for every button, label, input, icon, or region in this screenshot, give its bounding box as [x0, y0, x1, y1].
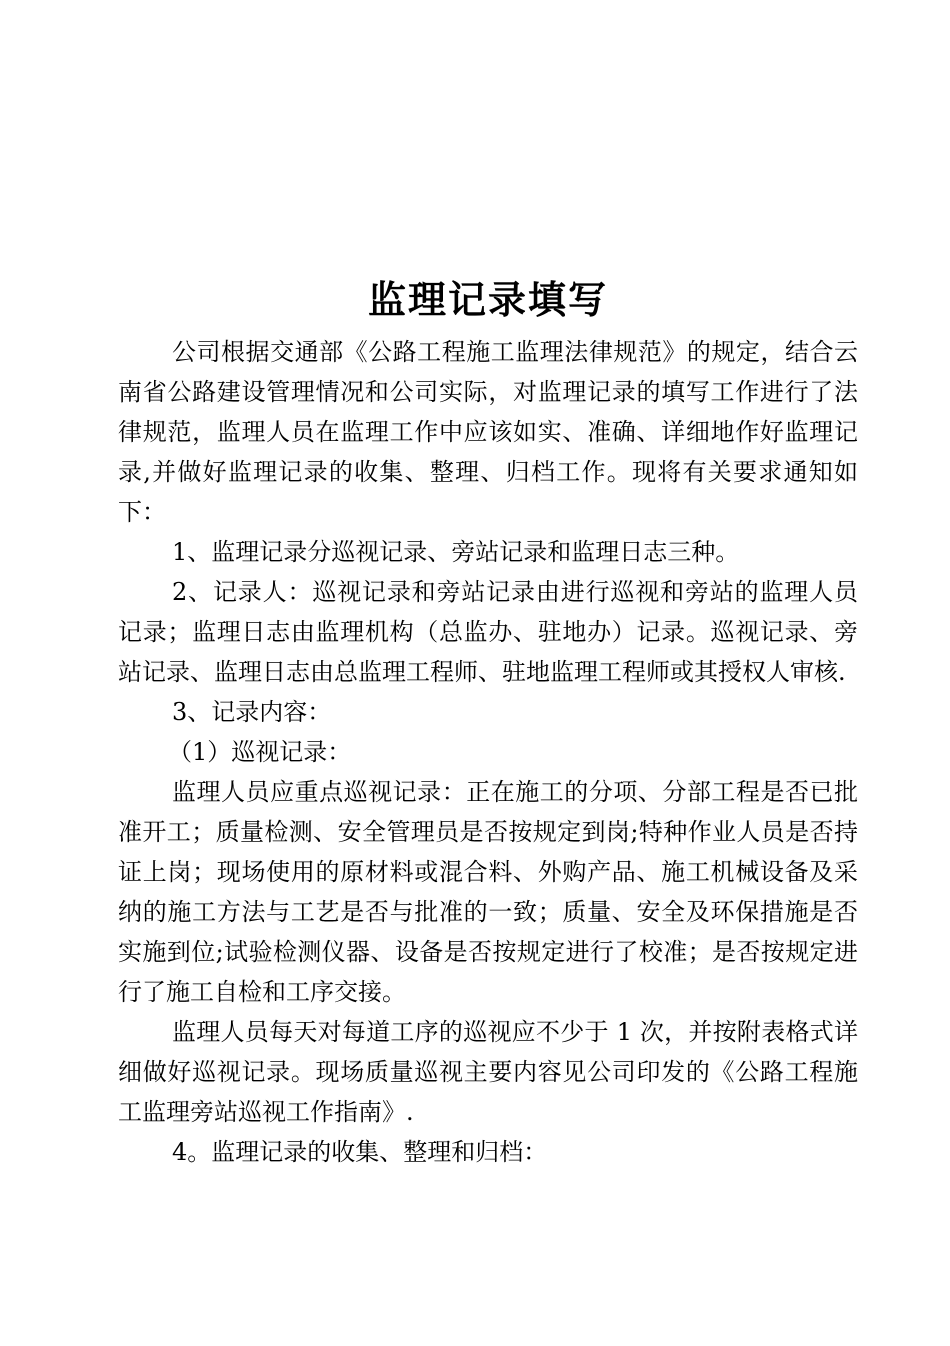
intro-paragraph: 公司根据交通部《公路工程施工监理法律规范》的规定，结合云南省公路建设管理情况和公司实际，对监理记录的填写工作进行了法律规范，监理人员在监理工作中应该如实、准确、详细地作好监理记录,并做好监理记录的收集、整理、归档工作。现将有关要求通知如下： — [118, 338, 858, 526]
document-page — [118, 270, 858, 1172]
item-3-record-content: 3、记录内容： — [172, 698, 332, 726]
document-title: 监理记录填写 — [367, 278, 608, 322]
patrol-frequency-paragraph: 监理人员每天对每道工序的巡视应不少于 1 次，并按附表格式详细做好巡视记录。现场质量巡视主要内容见公司印发的《公路工程施工监理旁站巡视工作指南》. — [118, 1018, 858, 1126]
item-1-record-types: 1、监理记录分巡视记录、旁站记录和监理日志三种。 — [172, 538, 740, 566]
item-2-recorder: 2、记录人：巡视记录和旁站记录由进行巡视和旁站的监理人员记录；监理日志由监理机构（总监办、驻地办）记录。巡视记录、旁站记录、监理日志由总监理工程师、驻地监理工程师或其授权人审核. — [118, 578, 858, 686]
patrol-focus-paragraph: 监理人员应重点巡视记录：正在施工的分项、分部工程是否已批准开工；质量检测、安全管理员是否按规定到岗;特种作业人员是否持证上岗；现场使用的原材料或混合料、外购产品、施工机械设备及采纳的施工方法与工艺是否与批准的一致；质量、安全及环保措施是否实施到位;试验检测仪器、设备是否按规定进行了校准；是否按规定进行了施工自检和工序交接。 — [118, 778, 858, 1006]
item-3-1-patrol-record: （1）巡视记录： — [168, 738, 352, 766]
item-4-collection-archiving: 4。监理记录的收集、整理和归档： — [172, 1138, 548, 1166]
